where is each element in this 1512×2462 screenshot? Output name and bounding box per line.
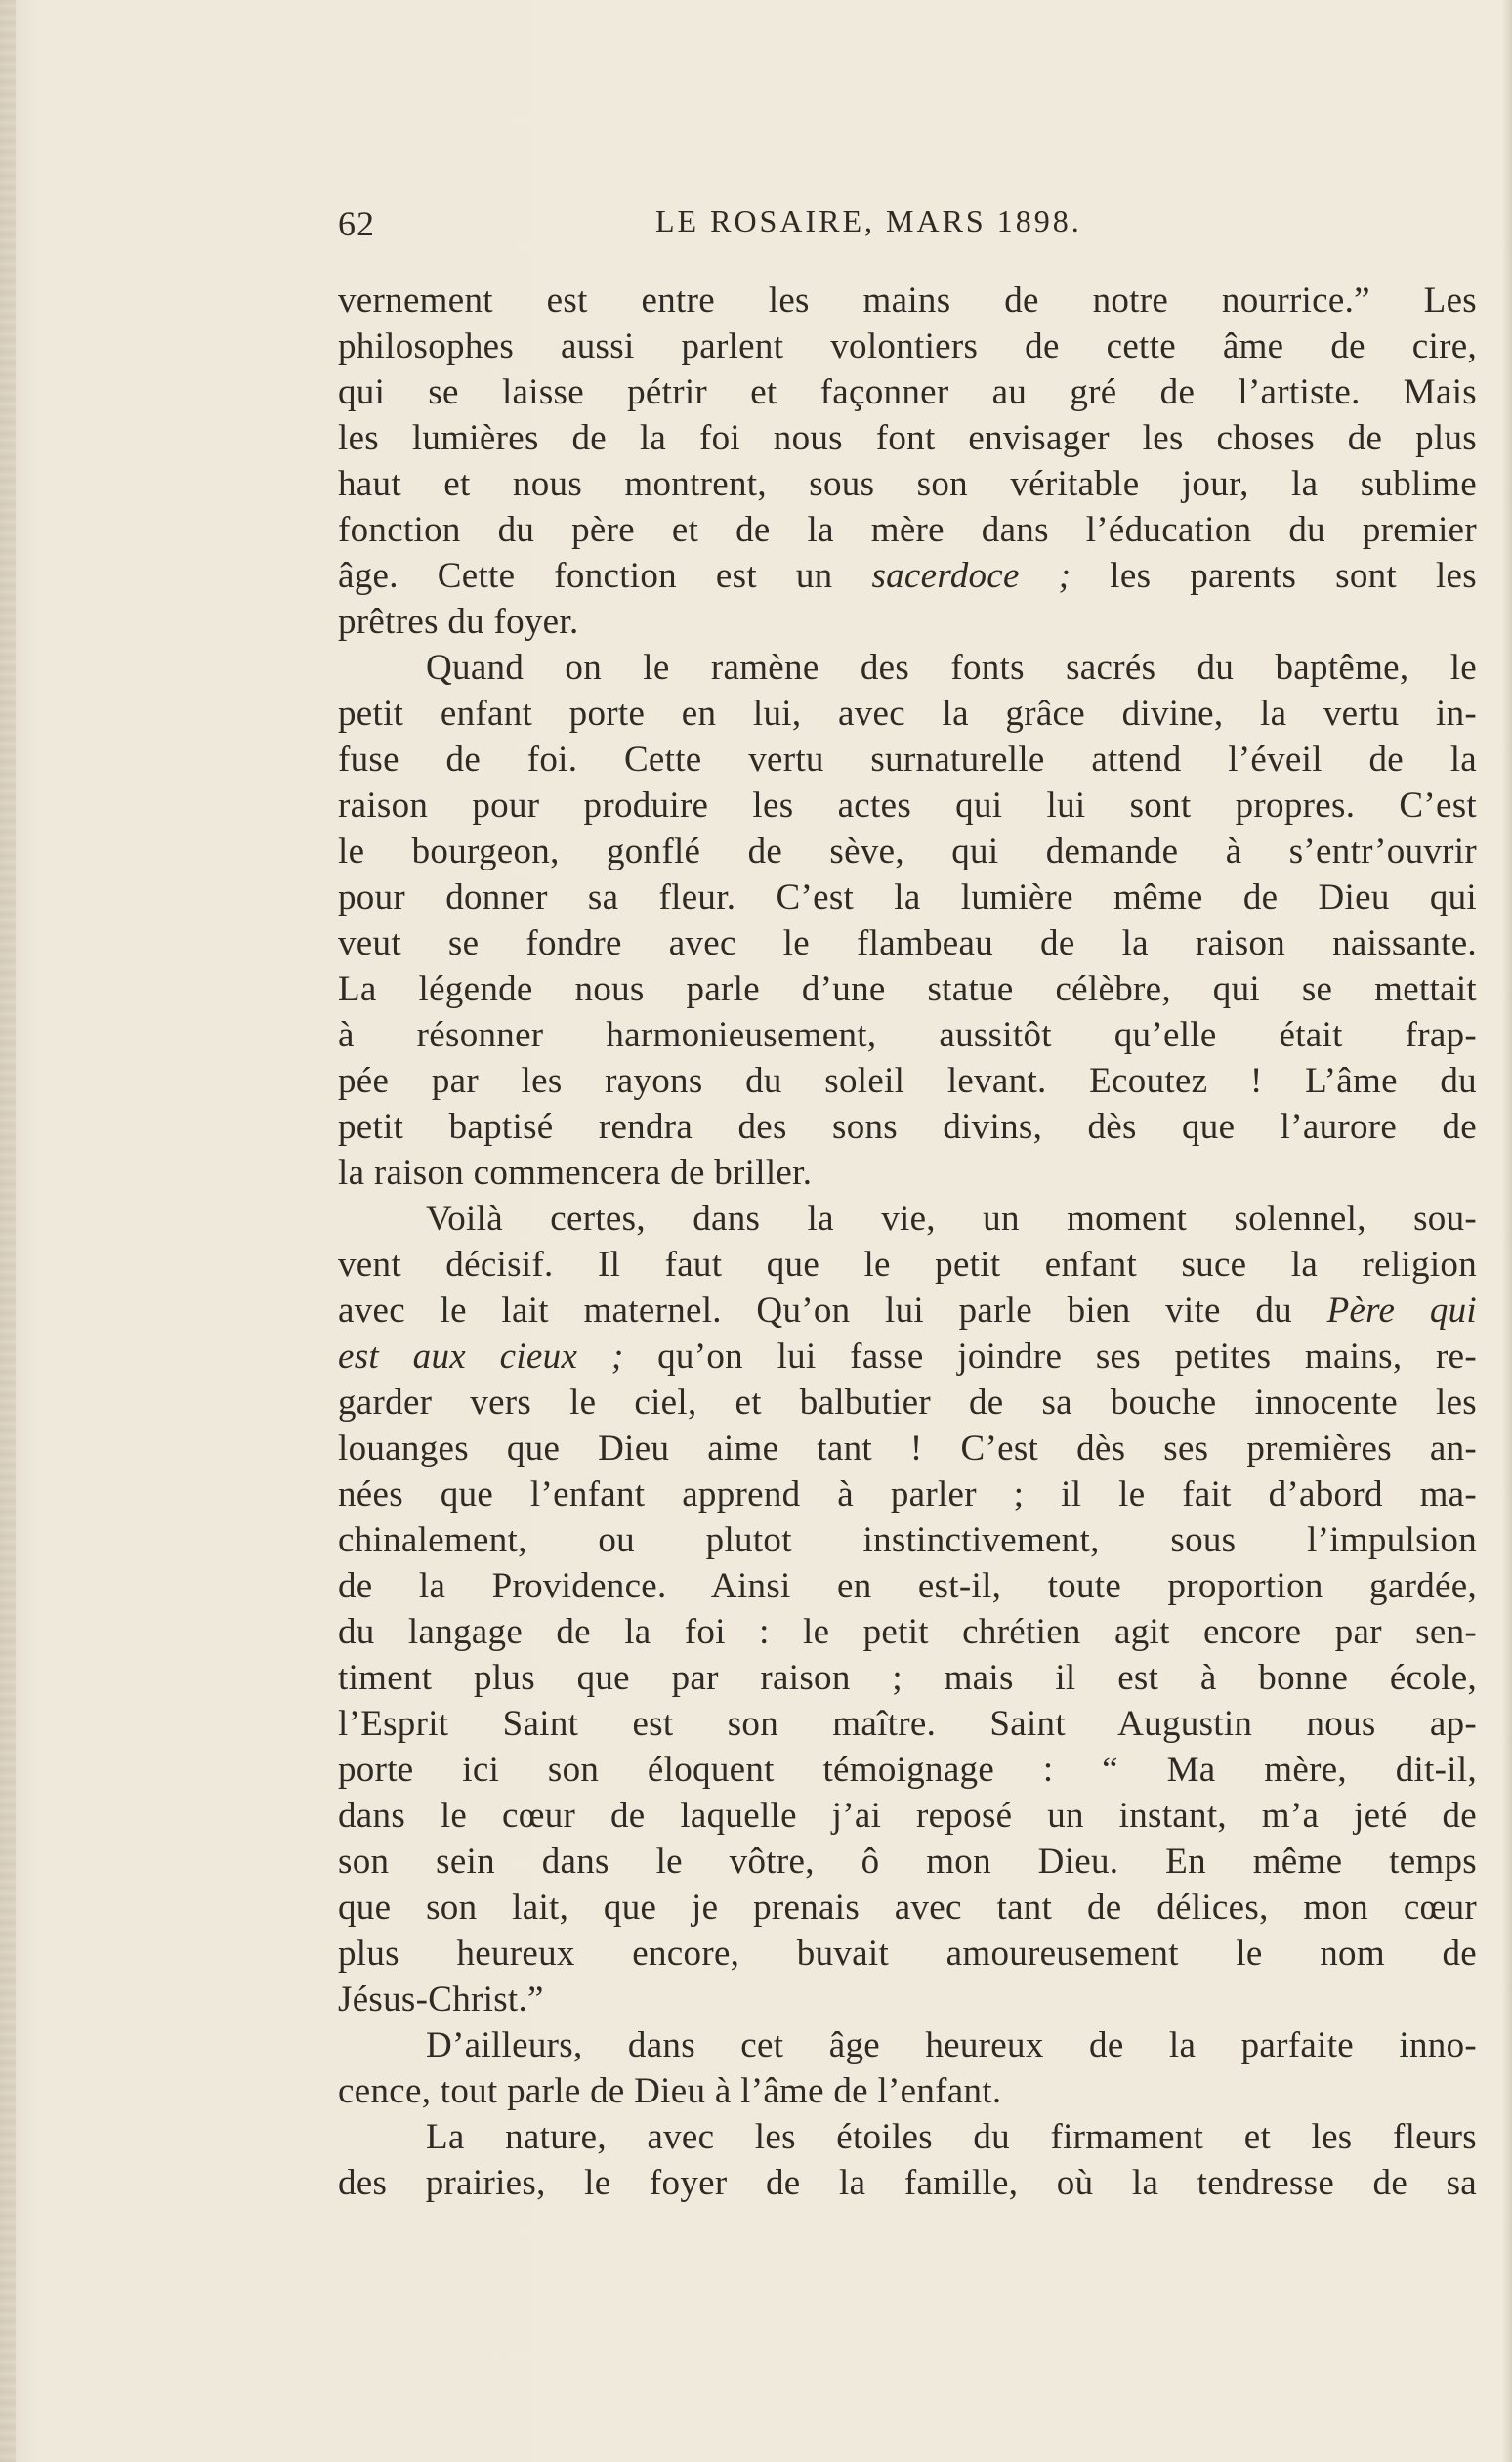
text-segment: les parents sont les	[1110, 556, 1477, 596]
text-line: fuse de foi. Cette vertu surnaturelle attend l’éveil de la	[338, 740, 1477, 780]
text-line: l’Esprit Saint est son maître. Saint Augustin nous ap-	[338, 1704, 1477, 1744]
text-line-with-italic	[338, 553, 1477, 599]
text-line: veut se fondre avec le flambeau de la raison naissante.	[338, 923, 1477, 963]
text-line: raison pour produire les actes qui lui sont propres. C’est	[338, 785, 1477, 826]
text-line: de la Providence. Ainsi en est-il, toute proportion gardée,	[338, 1566, 1477, 1606]
text-line: dans le cœur de laquelle j’ai reposé un instant, m’a jeté de	[338, 1796, 1477, 1836]
page-edge	[1502, 0, 1512, 2462]
text-line: pour donner sa fleur. C’est la lumière même de Dieu qui	[338, 877, 1477, 917]
text-line: La légende nous parle d’une statue célèbre, qui se mettait	[338, 969, 1477, 1009]
paragraph-start-line: Quand on le ramène des fonts sacrés du baptême, le	[426, 648, 1477, 688]
text-line: louanges que Dieu aime tant ! C’est dès ses premières an-	[338, 1428, 1477, 1468]
text-line: qui se laisse pétrir et façonner au gré de l’artiste. Mais	[338, 372, 1477, 412]
paragraph-start-line: Voilà certes, dans la vie, un moment solennel, sou-	[426, 1199, 1477, 1239]
text-line: nées que l’enfant apprend à parler ; il le fait d’abord ma-	[338, 1474, 1477, 1514]
italic-term: Père qui	[1326, 1291, 1477, 1331]
body-text	[338, 277, 1477, 2206]
page-number: 62	[338, 204, 375, 243]
paragraph-start-line: La nature, avec les étoiles du firmament et les fleurs	[426, 2117, 1477, 2157]
text-line: que son lait, que je prenais avec tant de délices, mon cœur	[338, 1888, 1477, 1928]
text-line: porte ici son éloquent témoignage : “ Ma mère, dit-il,	[338, 1750, 1477, 1790]
text-line: pée par les rayons du soleil levant. Ecoutez ! L’âme du	[338, 1061, 1477, 1101]
text-line: garder vers le ciel, et balbutier de sa bouche innocente les	[338, 1382, 1477, 1422]
text-line: à résonner harmonieusement, aussitôt qu’elle était frap-	[338, 1015, 1477, 1055]
text-line-with-italic	[338, 1334, 1477, 1380]
text-line: prêtres du foyer.	[338, 602, 579, 642]
text-segment: avec le lait maternel. Qu’on lui parle bien vite du	[338, 1291, 1292, 1331]
text-line: fonction du père et de la mère dans l’éducation du premier	[338, 510, 1477, 550]
text-segment: qu’on lui fasse joindre ses petites mains, re-	[657, 1337, 1477, 1377]
text-line: le bourgeon, gonflé de sève, qui demande à s’entr’ouvrir	[338, 831, 1477, 871]
text-line: du langage de la foi : le petit chrétien agit encore par sen-	[338, 1612, 1477, 1652]
text-segment: âge. Cette fonction est un	[338, 556, 833, 596]
text-line: chinalement, ou plutot instinctivement, sous l’impulsion	[338, 1520, 1477, 1560]
binding-edge	[0, 0, 16, 2462]
text-line-with-italic	[338, 1288, 1477, 1334]
text-line: cence, tout parle de Dieu à l’âme de l’enfant.	[338, 2071, 1002, 2111]
text-line: des prairies, le foyer de la famille, où la tendresse de sa	[338, 2163, 1477, 2203]
text-line: vent décisif. Il faut que le petit enfant suce la religion	[338, 1245, 1477, 1285]
italic-term: sacerdoce ;	[871, 556, 1071, 596]
text-line: petit baptisé rendra des sons divins, dès que l’aurore de	[338, 1107, 1477, 1147]
text-line: philosophes aussi parlent volontiers de cette âme de cire,	[338, 326, 1477, 366]
italic-term: est aux cieux ;	[338, 1337, 624, 1377]
running-head	[338, 203, 1477, 252]
text-line: vernement est entre les mains de notre nourrice.” Les	[338, 280, 1477, 320]
paragraph-start-line: D’ailleurs, dans cet âge heureux de la parfaite inno-	[426, 2025, 1477, 2065]
text-line: la raison commencera de briller.	[338, 1153, 813, 1193]
journal-title: LE ROSAIRE, MARS 1898.	[655, 203, 1082, 238]
text-line: petit enfant porte en lui, avec la grâce divine, la vertu in-	[338, 694, 1477, 734]
text-line: timent plus que par raison ; mais il est à bonne école,	[338, 1658, 1477, 1698]
text-line: les lumières de la foi nous font envisager les choses de plus	[338, 418, 1477, 458]
text-line: Jésus-Christ.”	[338, 1979, 544, 2019]
text-line: haut et nous montrent, sous son véritable jour, la sublime	[338, 464, 1477, 504]
text-line: plus heureux encore, buvait amoureusement le nom de	[338, 1933, 1477, 1974]
text-line: son sein dans le vôtre, ô mon Dieu. En même temps	[338, 1842, 1477, 1882]
